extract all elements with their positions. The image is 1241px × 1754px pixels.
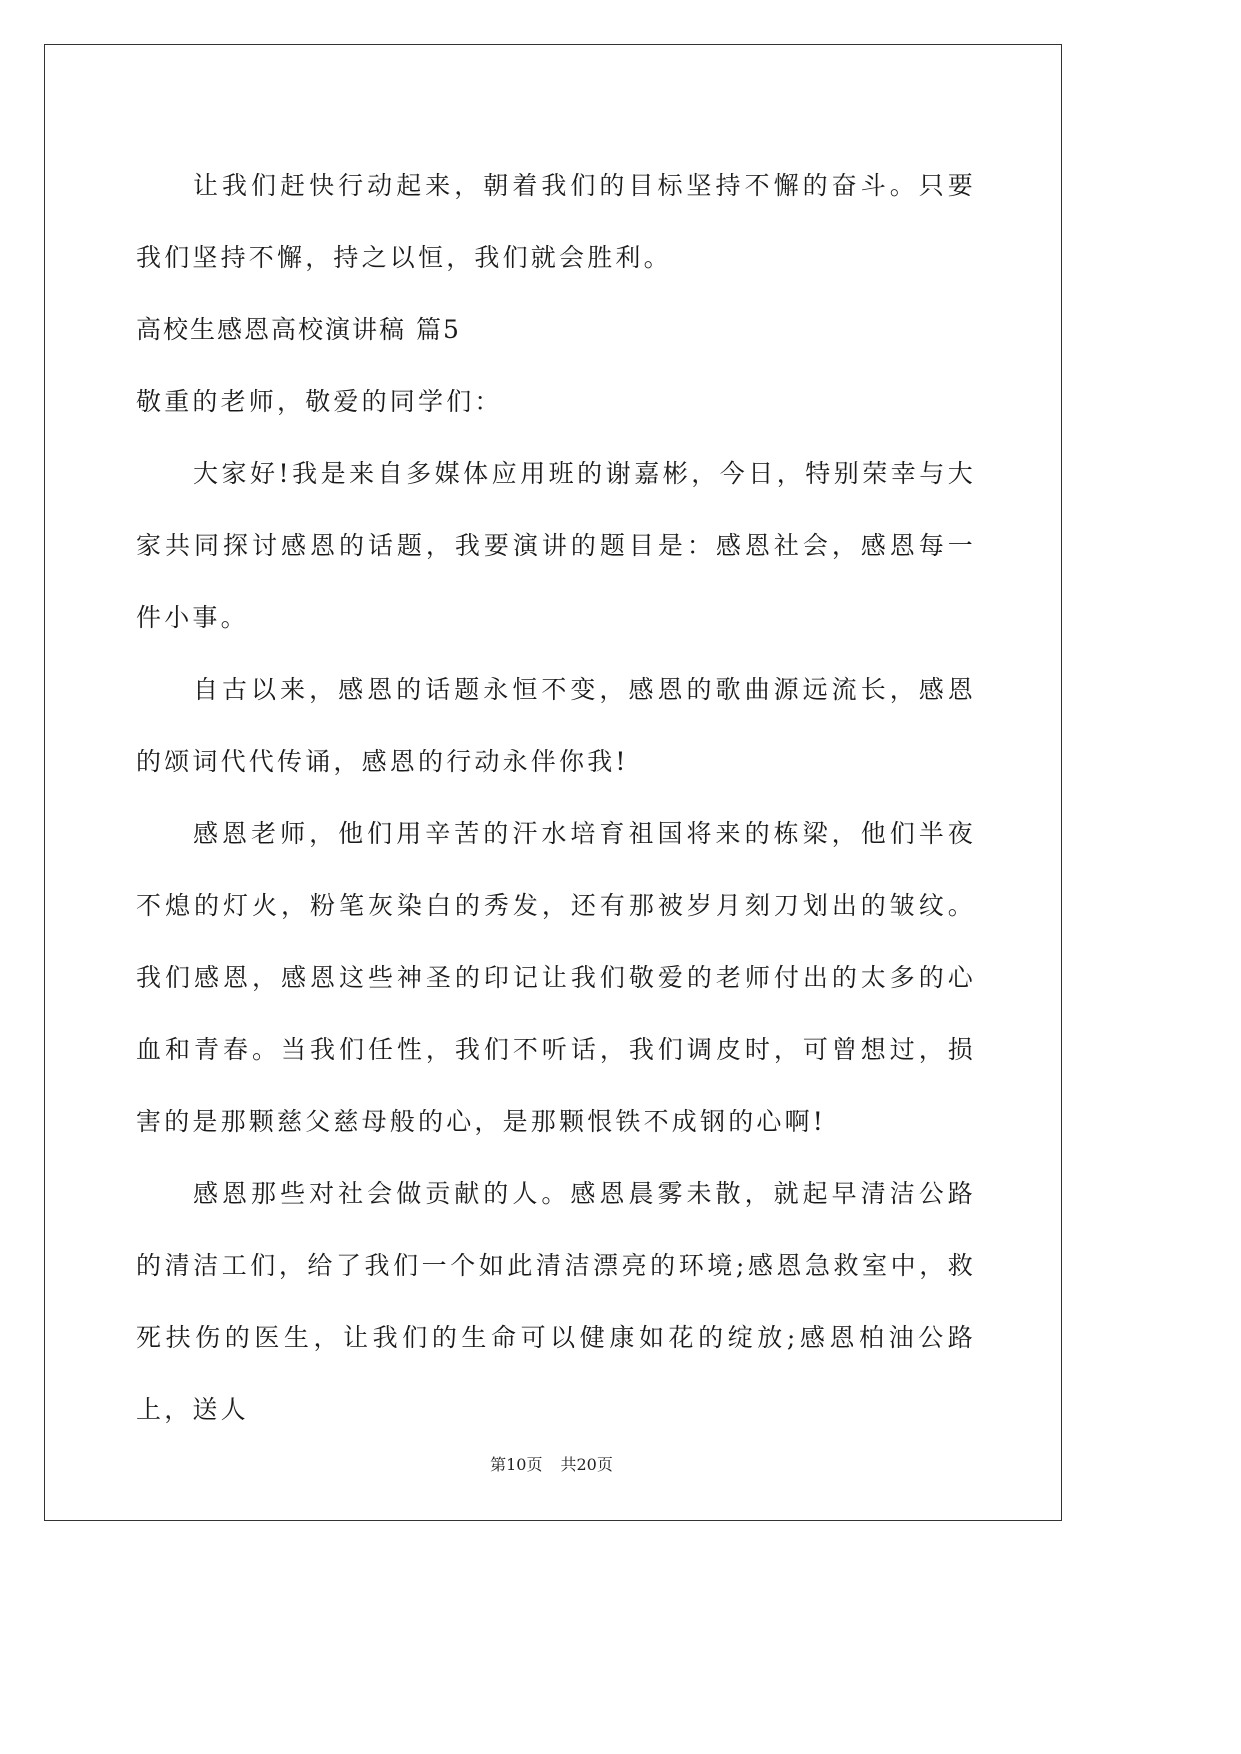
document-body [136, 150, 976, 1446]
section-heading: 高校生感恩高校演讲稿 篇5 [136, 315, 461, 344]
page-total: 共20页 [560, 1455, 613, 1474]
page-number: 第10页 [490, 1455, 543, 1474]
paragraph-greeting: 大家好!我是来自多媒体应用班的谢嘉彬，今日，特别荣幸与大家共同探讨感恩的话题，我要演讲的题目是：感恩社会，感恩每一件小事。 [136, 459, 976, 632]
page-footer [0, 1452, 1103, 1475]
paragraph-gratitude-topic: 自古以来，感恩的话题永恒不变，感恩的歌曲源远流长，感恩的颂词代代传诵，感恩的行动永伴你我! [136, 675, 976, 776]
paragraph-thank-contributors: 感恩那些对社会做贡献的人。感恩晨雾未散，就起早清洁公路的清洁工们，给了我们一个如此清洁漂亮的环境;感恩急救室中，救死扶伤的医生，让我们的生命可以健康如花的绽放;感恩柏油公路上，送人 [136, 1179, 976, 1424]
paragraph-thank-teachers: 感恩老师，他们用辛苦的汗水培育祖国将来的栋梁，他们半夜不熄的灯火，粉笔灰染白的秀发，还有那被岁月刻刀划出的皱纹。我们感恩，感恩这些神圣的印记让我们敬爱的老师付出的太多的心血和青春。当我们任性，我们不听话，我们调皮时，可曾想过，损害的是那颗慈父慈母般的心，是那颗恨铁不成钢的心啊! [136, 819, 976, 1136]
salutation: 敬重的老师，敬爱的同学们： [136, 387, 503, 416]
paragraph-call-to-action: 让我们赶快行动起来，朝着我们的目标坚持不懈的奋斗。只要我们坚持不懈，持之以恒，我们就会胜利。 [136, 171, 976, 272]
